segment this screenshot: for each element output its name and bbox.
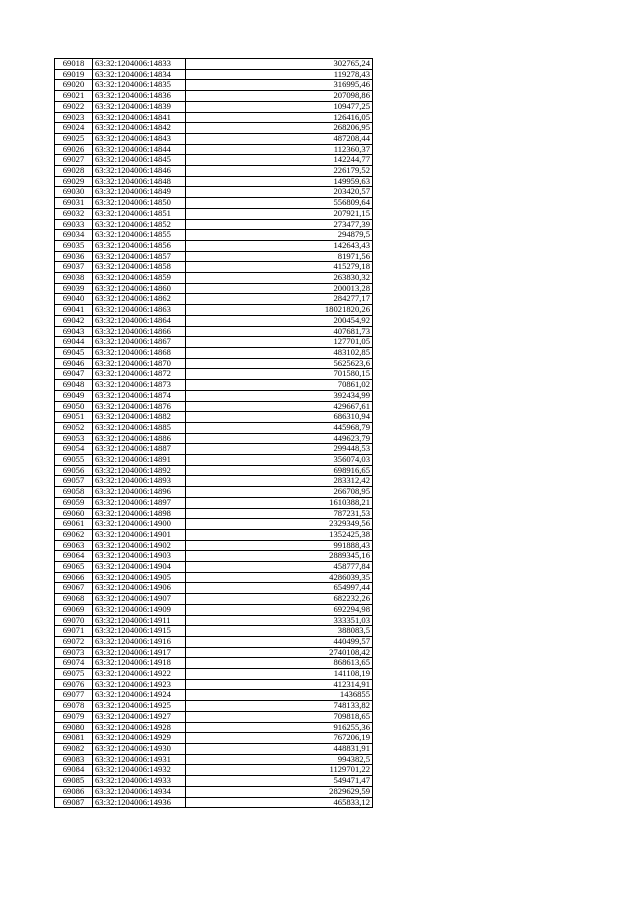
table-row [55,540,373,551]
table-row [55,551,373,562]
row-number-cell: 69069 [55,604,93,615]
cadastral-number-cell: 63:32:1204006:14917 [93,647,186,658]
cadastral-number-cell: 63:32:1204006:14891 [93,455,186,466]
cadastral-number-cell: 63:32:1204006:14901 [93,529,186,540]
cadastral-number-cell: 63:32:1204006:14852 [93,219,186,230]
table-row [55,262,373,273]
table-row [55,166,373,177]
cadastral-number-cell: 63:32:1204006:14902 [93,540,186,551]
cadastral-number-cell: 63:32:1204006:14915 [93,626,186,637]
row-number-cell: 69066 [55,572,93,583]
cadastral-number-cell: 63:32:1204006:14934 [93,786,186,797]
cadastral-number-cell: 63:32:1204006:14911 [93,615,186,626]
table-row [55,690,373,701]
value-cell: 273477,39 [186,219,373,230]
row-number-cell: 69026 [55,144,93,155]
cadastral-number-cell: 63:32:1204006:14868 [93,347,186,358]
table-row [55,59,373,70]
cadastral-number-cell: 63:32:1204006:14851 [93,208,186,219]
value-cell: 686310,94 [186,412,373,423]
value-cell: 4286039,35 [186,572,373,583]
value-cell: 994382,5 [186,754,373,765]
table-row [55,80,373,91]
row-number-cell: 69018 [55,59,93,70]
cadastral-number-cell: 63:32:1204006:14873 [93,380,186,391]
table-row [55,433,373,444]
row-number-cell: 69025 [55,133,93,144]
cadastral-number-cell: 63:32:1204006:14846 [93,166,186,177]
cadastral-number-cell: 63:32:1204006:14855 [93,230,186,241]
cadastral-number-cell: 63:32:1204006:14897 [93,497,186,508]
value-cell: 207098,86 [186,91,373,102]
cadastral-number-cell: 63:32:1204006:14916 [93,636,186,647]
data-table-container [54,58,373,808]
cadastral-number-cell: 63:32:1204006:14932 [93,765,186,776]
row-number-cell: 69058 [55,487,93,498]
cadastral-number-cell: 63:32:1204006:14839 [93,101,186,112]
cadastral-number-cell: 63:32:1204006:14892 [93,465,186,476]
table-row [55,283,373,294]
table-row [55,347,373,358]
cadastral-number-cell: 63:32:1204006:14850 [93,198,186,209]
value-cell: 18021820,26 [186,305,373,316]
cadastral-number-cell: 63:32:1204006:14874 [93,390,186,401]
row-number-cell: 69072 [55,636,93,647]
value-cell: 487208,44 [186,133,373,144]
table-row [55,711,373,722]
row-number-cell: 69070 [55,615,93,626]
cadastral-number-cell: 63:32:1204006:14904 [93,562,186,573]
cadastral-number-cell: 63:32:1204006:14924 [93,690,186,701]
table-row [55,529,373,540]
row-number-cell: 69051 [55,412,93,423]
row-number-cell: 69081 [55,733,93,744]
table-row [55,155,373,166]
value-cell: 415279,18 [186,262,373,273]
table-row [55,230,373,241]
value-cell: 549471,47 [186,776,373,787]
value-cell: 268206,95 [186,123,373,134]
value-cell: 868613,65 [186,658,373,669]
value-cell: 284277,17 [186,294,373,305]
value-cell: 263830,32 [186,273,373,284]
cadastral-number-cell: 63:32:1204006:14922 [93,669,186,680]
value-cell: 748133,82 [186,701,373,712]
row-number-cell: 69038 [55,273,93,284]
cadastral-number-cell: 63:32:1204006:14842 [93,123,186,134]
table-row [55,326,373,337]
value-cell: 207921,15 [186,208,373,219]
table-row [55,786,373,797]
cadastral-number-cell: 63:32:1204006:14936 [93,797,186,808]
value-cell: 5625623,6 [186,358,373,369]
value-cell: 119278,43 [186,69,373,80]
cadastral-number-cell: 63:32:1204006:14841 [93,112,186,123]
row-number-cell: 69050 [55,401,93,412]
value-cell: 142244,77 [186,155,373,166]
value-cell: 203420,57 [186,187,373,198]
value-cell: 429667,61 [186,401,373,412]
table-row [55,594,373,605]
value-cell: 127701,05 [186,337,373,348]
row-number-cell: 69071 [55,626,93,637]
cadastral-number-cell: 63:32:1204006:14876 [93,401,186,412]
cadastral-number-cell: 63:32:1204006:14898 [93,508,186,519]
value-cell: 266708,95 [186,487,373,498]
cadastral-number-cell: 63:32:1204006:14864 [93,315,186,326]
row-number-cell: 69024 [55,123,93,134]
row-number-cell: 69040 [55,294,93,305]
row-number-cell: 69027 [55,155,93,166]
table-row [55,765,373,776]
table-row [55,487,373,498]
value-cell: 916255,36 [186,722,373,733]
table-row [55,369,373,380]
table-row [55,422,373,433]
value-cell: 556809,64 [186,198,373,209]
value-cell: 142643,43 [186,240,373,251]
value-cell: 283312,42 [186,476,373,487]
table-row [55,251,373,262]
value-cell: 1129701,22 [186,765,373,776]
row-number-cell: 69083 [55,754,93,765]
cadastral-number-cell: 63:32:1204006:14925 [93,701,186,712]
value-cell: 299448,53 [186,444,373,455]
table-row [55,476,373,487]
value-cell: 294879,5 [186,230,373,241]
table-row [55,208,373,219]
table-row [55,636,373,647]
value-cell: 701580,15 [186,369,373,380]
value-cell: 200013,28 [186,283,373,294]
cadastral-number-cell: 63:32:1204006:14930 [93,744,186,755]
table-row [55,412,373,423]
cadastral-number-cell: 63:32:1204006:14835 [93,80,186,91]
table-row [55,123,373,134]
value-cell: 692294,98 [186,604,373,615]
table-row [55,112,373,123]
cadastral-number-cell: 63:32:1204006:14844 [93,144,186,155]
cadastral-number-cell: 63:32:1204006:14918 [93,658,186,669]
cadastral-number-cell: 63:32:1204006:14866 [93,326,186,337]
value-cell: 200454,92 [186,315,373,326]
table-row [55,133,373,144]
row-number-cell: 69023 [55,112,93,123]
table-row [55,583,373,594]
value-cell: 302765,24 [186,59,373,70]
row-number-cell: 69021 [55,91,93,102]
row-number-cell: 69029 [55,176,93,187]
row-number-cell: 69036 [55,251,93,262]
table-row [55,69,373,80]
table-row [55,519,373,530]
cadastral-number-cell: 63:32:1204006:14843 [93,133,186,144]
row-number-cell: 69035 [55,240,93,251]
row-number-cell: 69045 [55,347,93,358]
table-row [55,294,373,305]
cadastral-number-cell: 63:32:1204006:14903 [93,551,186,562]
row-number-cell: 69046 [55,358,93,369]
row-number-cell: 69059 [55,497,93,508]
row-number-cell: 69082 [55,744,93,755]
value-cell: 654997,44 [186,583,373,594]
cadastral-number-cell: 63:32:1204006:14833 [93,59,186,70]
value-cell: 316995,46 [186,80,373,91]
row-number-cell: 69065 [55,562,93,573]
table-row [55,679,373,690]
cadastral-number-cell: 63:32:1204006:14933 [93,776,186,787]
cadastral-number-cell: 63:32:1204006:14857 [93,251,186,262]
cadastral-number-cell: 63:32:1204006:14882 [93,412,186,423]
row-number-cell: 69084 [55,765,93,776]
row-number-cell: 69043 [55,326,93,337]
cadastral-number-cell: 63:32:1204006:14867 [93,337,186,348]
value-cell: 356074,03 [186,455,373,466]
value-cell: 2740108,42 [186,647,373,658]
table-row [55,315,373,326]
cadastral-number-cell: 63:32:1204006:14923 [93,679,186,690]
table-row [55,198,373,209]
value-cell: 787231,53 [186,508,373,519]
row-number-cell: 69056 [55,465,93,476]
table-row [55,305,373,316]
row-number-cell: 69067 [55,583,93,594]
table-row [55,744,373,755]
row-number-cell: 69049 [55,390,93,401]
table-row [55,604,373,615]
cadastral-number-cell: 63:32:1204006:14927 [93,711,186,722]
cadastral-number-cell: 63:32:1204006:14834 [93,69,186,80]
table-row [55,401,373,412]
cadastral-number-cell: 63:32:1204006:14905 [93,572,186,583]
row-number-cell: 69077 [55,690,93,701]
table-row [55,455,373,466]
row-number-cell: 69057 [55,476,93,487]
value-cell: 70861,02 [186,380,373,391]
value-cell: 392434,99 [186,390,373,401]
cadastral-number-cell: 63:32:1204006:14858 [93,262,186,273]
cadastral-number-cell: 63:32:1204006:14885 [93,422,186,433]
value-cell: 458777,84 [186,562,373,573]
table-row [55,797,373,808]
value-cell: 449623,79 [186,433,373,444]
cadastral-number-cell: 63:32:1204006:14848 [93,176,186,187]
table-row [55,390,373,401]
value-cell: 445968,79 [186,422,373,433]
value-cell: 767206,19 [186,733,373,744]
table-row [55,701,373,712]
table-row [55,187,373,198]
row-number-cell: 69047 [55,369,93,380]
row-number-cell: 69048 [55,380,93,391]
row-number-cell: 69076 [55,679,93,690]
value-cell: 388083,5 [186,626,373,637]
row-number-cell: 69031 [55,198,93,209]
table-row [55,562,373,573]
table-row [55,754,373,765]
table-row [55,776,373,787]
cadastral-number-cell: 63:32:1204006:14859 [93,273,186,284]
row-number-cell: 69075 [55,669,93,680]
cadastral-number-cell: 63:32:1204006:14906 [93,583,186,594]
row-number-cell: 69054 [55,444,93,455]
row-number-cell: 69033 [55,219,93,230]
row-number-cell: 69019 [55,69,93,80]
row-number-cell: 69068 [55,594,93,605]
table-row [55,465,373,476]
cadastral-number-cell: 63:32:1204006:14900 [93,519,186,530]
row-number-cell: 69037 [55,262,93,273]
table-row [55,658,373,669]
table-row [55,358,373,369]
value-cell: 126416,05 [186,112,373,123]
table-row [55,91,373,102]
data-table [54,58,373,808]
value-cell: 141108,19 [186,669,373,680]
cadastral-number-cell: 63:32:1204006:14860 [93,283,186,294]
cadastral-number-cell: 63:32:1204006:14836 [93,91,186,102]
value-cell: 991888,43 [186,540,373,551]
value-cell: 149959,63 [186,176,373,187]
value-cell: 2889345,16 [186,551,373,562]
cadastral-number-cell: 63:32:1204006:14931 [93,754,186,765]
table-row [55,722,373,733]
cadastral-number-cell: 63:32:1204006:14863 [93,305,186,316]
row-number-cell: 69042 [55,315,93,326]
row-number-cell: 69074 [55,658,93,669]
value-cell: 412314,91 [186,679,373,690]
table-row [55,572,373,583]
table-row [55,337,373,348]
table-row [55,626,373,637]
row-number-cell: 69039 [55,283,93,294]
table-row [55,176,373,187]
value-cell: 112360,37 [186,144,373,155]
row-number-cell: 69044 [55,337,93,348]
value-cell: 2829629,59 [186,786,373,797]
row-number-cell: 69053 [55,433,93,444]
row-number-cell: 69030 [55,187,93,198]
row-number-cell: 69080 [55,722,93,733]
value-cell: 2329349,56 [186,519,373,530]
row-number-cell: 69073 [55,647,93,658]
row-number-cell: 69034 [55,230,93,241]
cadastral-number-cell: 63:32:1204006:14928 [93,722,186,733]
cadastral-number-cell: 63:32:1204006:14929 [93,733,186,744]
cadastral-number-cell: 63:32:1204006:14886 [93,433,186,444]
value-cell: 448831,91 [186,744,373,755]
cadastral-number-cell: 63:32:1204006:14862 [93,294,186,305]
cadastral-number-cell: 63:32:1204006:14870 [93,358,186,369]
table-row [55,101,373,112]
cadastral-number-cell: 63:32:1204006:14907 [93,594,186,605]
table-row [55,508,373,519]
value-cell: 333351,03 [186,615,373,626]
cadastral-number-cell: 63:32:1204006:14909 [93,604,186,615]
row-number-cell: 69060 [55,508,93,519]
value-cell: 226179,52 [186,166,373,177]
row-number-cell: 69020 [55,80,93,91]
cadastral-number-cell: 63:32:1204006:14856 [93,240,186,251]
table-row [55,219,373,230]
row-number-cell: 69064 [55,551,93,562]
row-number-cell: 69032 [55,208,93,219]
row-number-cell: 69061 [55,519,93,530]
table-row [55,273,373,284]
cadastral-number-cell: 63:32:1204006:14896 [93,487,186,498]
row-number-cell: 69085 [55,776,93,787]
value-cell: 1352425,38 [186,529,373,540]
table-row [55,669,373,680]
row-number-cell: 69028 [55,166,93,177]
value-cell: 698916,65 [186,465,373,476]
row-number-cell: 69063 [55,540,93,551]
table-row [55,144,373,155]
value-cell: 407681,73 [186,326,373,337]
row-number-cell: 69052 [55,422,93,433]
value-cell: 1610388,21 [186,497,373,508]
table-row [55,615,373,626]
value-cell: 709818,65 [186,711,373,722]
row-number-cell: 69079 [55,711,93,722]
cadastral-number-cell: 63:32:1204006:14893 [93,476,186,487]
value-cell: 465833,12 [186,797,373,808]
row-number-cell: 69022 [55,101,93,112]
value-cell: 81971,56 [186,251,373,262]
value-cell: 440499,57 [186,636,373,647]
row-number-cell: 69062 [55,529,93,540]
value-cell: 109477,25 [186,101,373,112]
row-number-cell: 69055 [55,455,93,466]
row-number-cell: 69078 [55,701,93,712]
row-number-cell: 69086 [55,786,93,797]
table-row [55,380,373,391]
value-cell: 483102,85 [186,347,373,358]
value-cell: 682232,26 [186,594,373,605]
value-cell: 1436855 [186,690,373,701]
row-number-cell: 69041 [55,305,93,316]
table-row [55,733,373,744]
table-row [55,647,373,658]
cadastral-number-cell: 63:32:1204006:14849 [93,187,186,198]
row-number-cell: 69087 [55,797,93,808]
cadastral-number-cell: 63:32:1204006:14887 [93,444,186,455]
table-row [55,240,373,251]
cadastral-number-cell: 63:32:1204006:14872 [93,369,186,380]
table-row [55,497,373,508]
table-body [55,59,373,808]
cadastral-number-cell: 63:32:1204006:14845 [93,155,186,166]
table-row [55,444,373,455]
